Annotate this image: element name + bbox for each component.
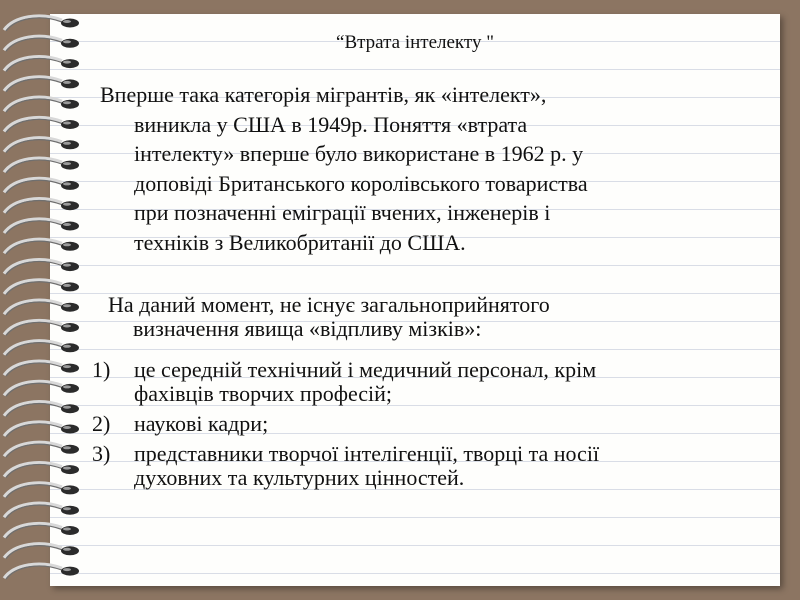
- binding-hole-highlight: [63, 385, 71, 388]
- binding-hole-highlight: [63, 467, 71, 470]
- binding-hole-highlight: [63, 528, 71, 531]
- binding-hole-highlight: [63, 365, 71, 368]
- binding-hole: [61, 222, 79, 231]
- binding-hole: [61, 140, 79, 149]
- paragraph-line: техніків з Великобританії до США.: [134, 229, 466, 255]
- binding-hole: [61, 445, 79, 454]
- list-item: [92, 358, 772, 406]
- binding-hole: [61, 485, 79, 494]
- binding-hole: [61, 465, 79, 474]
- binding-hole: [61, 242, 79, 251]
- binding-hole: [61, 181, 79, 190]
- binding-hole-highlight: [63, 304, 71, 307]
- binding-hole: [61, 425, 79, 434]
- binding-hole-highlight: [63, 284, 71, 287]
- binding-hole: [61, 282, 79, 291]
- binding-hole-highlight: [63, 61, 71, 64]
- binding-hole-highlight: [63, 345, 71, 348]
- binding-hole-highlight: [63, 406, 71, 409]
- binding-hole-highlight: [63, 223, 71, 226]
- binding-hole: [61, 364, 79, 373]
- binding-hole: [61, 506, 79, 515]
- binding-hole: [61, 161, 79, 170]
- binding-hole: [61, 384, 79, 393]
- binding-hole: [61, 120, 79, 129]
- paragraph-line: доповіді Британського королівського товариства: [134, 170, 588, 196]
- paragraph-line: інтелекту» вперше було використане в 1962 р. у: [134, 141, 584, 166]
- binding-hole-highlight: [63, 162, 71, 165]
- list-item-text: духовних та культурних цінностей.: [134, 465, 465, 490]
- binding-hole-highlight: [63, 243, 71, 246]
- binding-hole-highlight: [63, 203, 71, 206]
- binding-hole-highlight: [63, 487, 71, 490]
- numbered-list: [92, 358, 772, 496]
- binding-hole-highlight: [63, 20, 71, 23]
- binding-hole-highlight: [63, 182, 71, 185]
- binding-hole: [61, 303, 79, 312]
- list-item-text: представники творчої інтелігенції, творці та носії: [134, 441, 600, 466]
- binding-hole-highlight: [63, 568, 71, 571]
- paragraph-line: На даний момент, не існує загальноприйнятого: [108, 292, 550, 317]
- list-item-text: наукові кадри;: [134, 411, 269, 436]
- intro-paragraph: [100, 80, 730, 257]
- paragraph-line: Вперше така категорія мігрантів, як «інтелект»,: [100, 82, 547, 107]
- list-item: [92, 412, 772, 436]
- spiral-binding-icon: [0, 0, 100, 600]
- binding-hole-highlight: [63, 507, 71, 510]
- list-item-text: фахівців творчих професій;: [134, 381, 393, 406]
- binding-hole-highlight: [63, 446, 71, 449]
- paragraph-line: при позначенні еміграції вчених, інженерів і: [134, 200, 551, 225]
- list-item: [92, 442, 772, 490]
- binding-hole-highlight: [63, 81, 71, 84]
- list-number: 1): [92, 357, 111, 382]
- binding-hole: [61, 79, 79, 88]
- binding-hole: [61, 323, 79, 332]
- binding-hole: [61, 567, 79, 576]
- binding-hole: [61, 201, 79, 210]
- definition-paragraph: [96, 293, 776, 341]
- binding-hole: [61, 59, 79, 68]
- binding-hole: [61, 100, 79, 109]
- paragraph-line: виникла у США в 1949р. Поняття «втрата: [134, 111, 528, 137]
- binding-hole-highlight: [63, 325, 71, 328]
- binding-hole-highlight: [63, 101, 71, 104]
- list-number: 2): [92, 411, 111, 436]
- page-title: “Втрата інтелекту ": [336, 32, 494, 53]
- binding-hole: [61, 404, 79, 413]
- binding-hole: [61, 262, 79, 271]
- binding-hole-highlight: [63, 122, 71, 125]
- binding-hole: [61, 546, 79, 555]
- binding-hole-highlight: [63, 142, 71, 145]
- binding-hole: [61, 343, 79, 352]
- binding-hole: [61, 19, 79, 28]
- binding-hole: [61, 526, 79, 535]
- binding-hole-highlight: [63, 426, 71, 429]
- list-item-text: це середній технічний і медичний персонал, крім: [134, 357, 597, 382]
- paragraph-line: визначення явища «відпливу мізків»:: [133, 316, 482, 341]
- list-number: 3): [92, 441, 111, 466]
- binding-hole-highlight: [63, 264, 71, 267]
- binding-hole-highlight: [63, 548, 71, 551]
